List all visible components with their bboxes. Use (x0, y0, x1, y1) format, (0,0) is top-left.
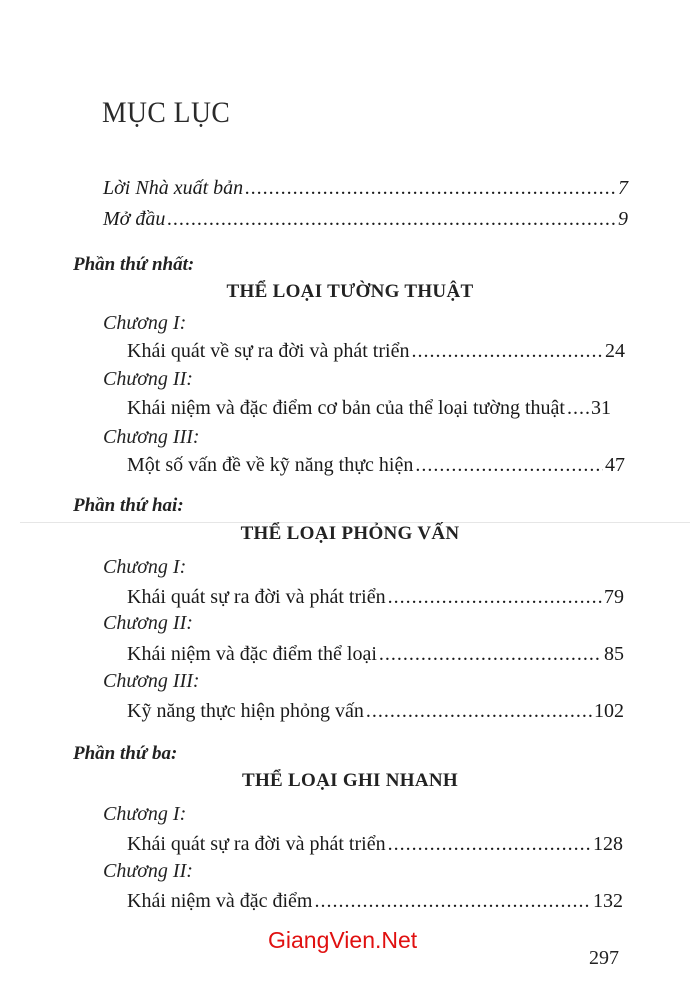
leader-dots (388, 832, 591, 856)
leader-dots (366, 699, 592, 723)
toc-entry-label: Kỹ năng thực hiện phỏng vấn (127, 700, 364, 722)
toc-entry-page: 128 (593, 833, 623, 855)
toc-entry-label: Khái niệm và đặc điểm cơ bản của thể loại tường thuật (127, 397, 565, 419)
toc-entry-page: 31 (590, 397, 611, 419)
toc-entry-page: 132 (593, 890, 623, 912)
toc-entry-page: 47 (605, 454, 625, 476)
toc-entry (127, 585, 624, 609)
toc-entry-label: Khái quát về sự ra đời và phát triển (127, 340, 410, 362)
chapter-label: Chương III: (103, 426, 200, 448)
toc-entry-label: Một số vấn đề về kỹ năng thực hiện (127, 454, 414, 476)
toc-entry (127, 396, 625, 420)
toc-entry-page: 7 (618, 177, 628, 199)
toc-entry-label: Khái niệm và đặc điểm (127, 890, 313, 912)
part-label: Phần thứ ba: (73, 743, 178, 764)
leader-dots (245, 176, 616, 200)
toc-entry-publisher-note (103, 176, 628, 200)
page-number: 297 (589, 947, 619, 969)
toc-entry-introduction (103, 207, 628, 231)
toc-entry (127, 339, 625, 363)
toc-entry (127, 889, 623, 913)
toc-entry-label: Khái niệm và đặc điểm thể loại (127, 643, 377, 665)
part-title: THỂ LOẠI GHI NHANH (241, 770, 458, 791)
part-title: THỂ LOẠI TƯỜNG THUẬT (226, 281, 474, 302)
chapter-label: Chương I: (103, 556, 187, 578)
leader-dots (167, 207, 616, 231)
leader-dots (567, 396, 589, 420)
page-title: MỤC LỤC (102, 96, 231, 129)
toc-entry (127, 832, 623, 856)
part-label: Phần thứ nhất: (73, 254, 195, 275)
chapter-label: Chương I: (103, 312, 187, 334)
toc-entry-page: 85 (604, 643, 624, 665)
leader-dots (415, 453, 603, 477)
chapter-label: Chương II: (103, 368, 193, 390)
toc-entry-label: Khái quát sự ra đời và phát triển (127, 833, 386, 855)
leader-dots (379, 642, 602, 666)
toc-entry-page: 24 (605, 340, 625, 362)
toc-entry (127, 453, 625, 477)
watermark-text: GiangVien.Net (268, 927, 418, 953)
toc-entry-page: 102 (594, 700, 624, 722)
part-title: THỂ LOẠI PHỎNG VẤN (240, 523, 460, 544)
toc-entry-label: Khái quát sự ra đời và phát triển (127, 586, 386, 608)
part-label: Phần thứ hai: (73, 495, 184, 516)
toc-entry-page: 9 (618, 208, 628, 230)
chapter-label: Chương II: (103, 612, 193, 634)
toc-entry-label: Lời Nhà xuất bản (103, 177, 244, 199)
leader-dots (411, 339, 603, 363)
toc-entry-label: Mở đầu (103, 208, 166, 230)
toc-entry (127, 642, 624, 666)
leader-dots (388, 585, 602, 609)
chapter-label: Chương I: (103, 803, 187, 825)
chapter-label: Chương II: (103, 860, 193, 882)
toc-entry-page: 79 (604, 586, 624, 608)
chapter-label: Chương III: (103, 670, 200, 692)
leader-dots (315, 889, 592, 913)
toc-entry (127, 699, 624, 723)
